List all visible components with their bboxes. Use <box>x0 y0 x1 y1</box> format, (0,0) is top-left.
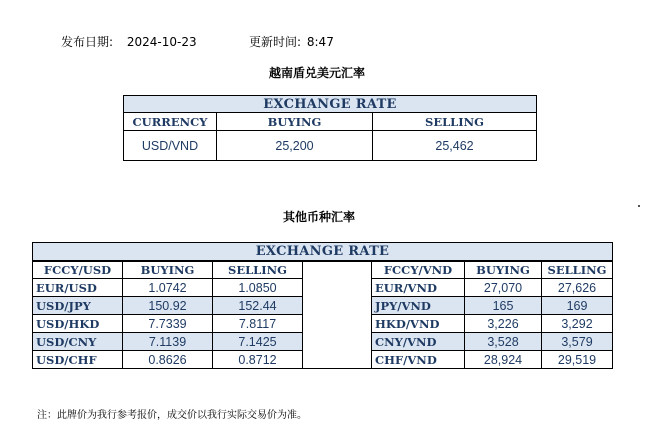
vnd-exchange-table <box>123 95 537 161</box>
left-col-selling: SELLING <box>213 261 303 279</box>
left-pair: EUR/USD <box>33 279 123 297</box>
right-pair: CNY/VND <box>372 333 465 351</box>
right-col-selling: SELLING <box>542 261 613 279</box>
left-pair: USD/JPY <box>33 297 123 315</box>
left-sell: 7.1425 <box>213 333 303 351</box>
table-row <box>33 315 613 333</box>
publish-date-label: 发布日期: <box>61 35 114 49</box>
other-table-title: 其他币种汇率 <box>283 210 356 224</box>
left-buy: 1.0742 <box>123 279 213 297</box>
update-time-value: 8:47 <box>306 35 334 49</box>
right-buy: 165 <box>465 297 542 315</box>
right-sell: 29,519 <box>542 351 613 369</box>
left-sell: 0.8712 <box>213 351 303 369</box>
left-pair: USD/CHF <box>33 351 123 369</box>
right-buy: 3,226 <box>465 315 542 333</box>
left-buy: 150.92 <box>123 297 213 315</box>
column-header-selling: SELLING <box>373 113 537 131</box>
publish-date-line <box>61 33 197 50</box>
right-col-pair: FCCY/VND <box>372 261 465 279</box>
table-row <box>33 297 613 315</box>
right-pair: HKD/VND <box>372 315 465 333</box>
table-spacer <box>303 261 372 279</box>
currency-cell: USD/VND <box>124 131 217 161</box>
vnd-table-banner: EXCHANGE RATE <box>124 96 537 113</box>
selling-cell: 25,462 <box>373 131 537 161</box>
left-buy: 7.1139 <box>123 333 213 351</box>
right-sell: 27,626 <box>542 279 613 297</box>
other-table-banner: EXCHANGE RATE <box>33 243 613 261</box>
right-sell: 169 <box>542 297 613 315</box>
left-sell: 1.0850 <box>213 279 303 297</box>
left-pair: USD/HKD <box>33 315 123 333</box>
right-pair: EUR/VND <box>372 279 465 297</box>
right-col-buying: BUYING <box>465 261 542 279</box>
update-time-label: 更新时间: <box>249 35 302 49</box>
left-col-pair: FCCY/USD <box>33 261 123 279</box>
left-sell: 7.8117 <box>213 315 303 333</box>
left-pair: USD/CNY <box>33 333 123 351</box>
table-row <box>33 333 613 351</box>
right-sell: 3,292 <box>542 315 613 333</box>
right-buy: 27,070 <box>465 279 542 297</box>
right-pair: CHF/VND <box>372 351 465 369</box>
left-buy: 7.7339 <box>123 315 213 333</box>
stray-dot <box>638 205 640 207</box>
left-sell: 152.44 <box>213 297 303 315</box>
table-row <box>33 351 613 369</box>
other-exchange-table <box>32 242 613 369</box>
publish-date-value: 2024-10-23 <box>126 35 197 49</box>
buying-cell: 25,200 <box>217 131 373 161</box>
disclaimer-note: 注：此牌价为我行参考报价，成交价以我行实际交易价为准。 <box>37 410 307 421</box>
right-sell: 3,579 <box>542 333 613 351</box>
update-time-line <box>249 33 334 50</box>
left-buy: 0.8626 <box>123 351 213 369</box>
left-col-buying: BUYING <box>123 261 213 279</box>
right-pair: JPY/VND <box>372 297 465 315</box>
table-row <box>33 279 613 297</box>
vnd-table-title: 越南盾兑美元汇率 <box>269 66 366 80</box>
right-buy: 28,924 <box>465 351 542 369</box>
column-header-buying: BUYING <box>217 113 373 131</box>
column-header-currency: CURRENCY <box>124 113 217 131</box>
right-buy: 3,528 <box>465 333 542 351</box>
